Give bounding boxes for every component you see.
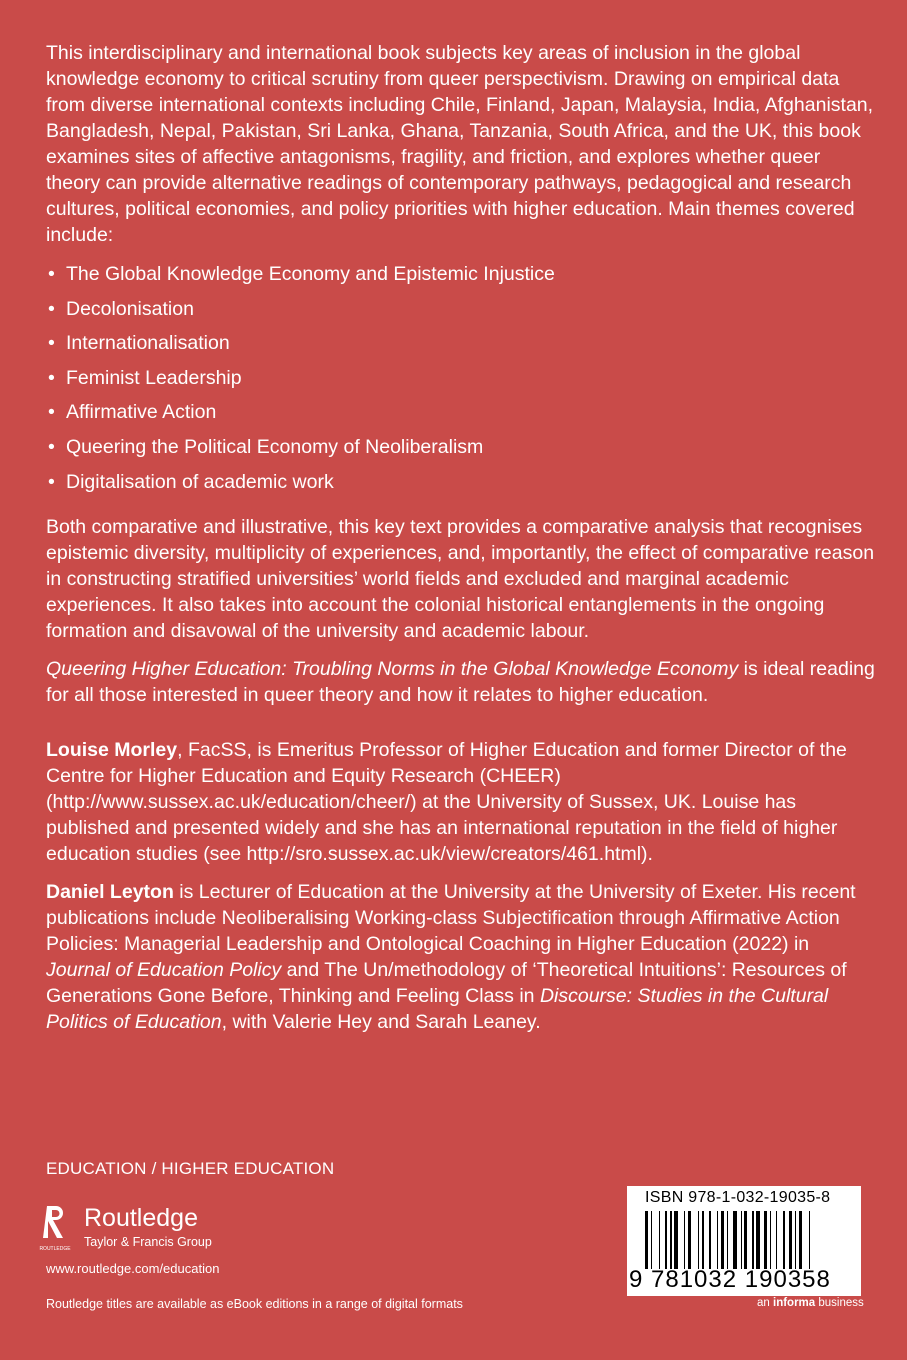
publisher-name: Routledge xyxy=(84,1204,198,1232)
author-name: Daniel Leyton xyxy=(46,881,174,904)
barcode-bar xyxy=(721,1211,724,1269)
audience-paragraph xyxy=(46,656,876,708)
publisher-website[interactable]: www.routledge.com/education xyxy=(46,1261,220,1276)
barcode-bar xyxy=(733,1211,737,1269)
barcode-bar xyxy=(789,1211,792,1269)
author-name: Louise Morley xyxy=(46,739,178,762)
barcode-bar xyxy=(651,1211,652,1269)
barcode-bar xyxy=(752,1211,753,1269)
isbn-digits: 9 781032 190358 xyxy=(629,1266,831,1293)
isbn-barcode xyxy=(627,1186,861,1296)
barcode-bar xyxy=(702,1211,705,1269)
barcode-bar xyxy=(670,1211,671,1269)
list-item: • Queering the Political Economy of Neoliberalism xyxy=(46,434,876,469)
barcode-bar xyxy=(645,1211,648,1269)
barcode-bar xyxy=(756,1211,760,1269)
informa-business-note xyxy=(757,1297,864,1309)
routledge-mark-text: ROUTLEDGE xyxy=(39,1246,71,1252)
barcode-bar xyxy=(727,1211,728,1269)
barcode-bar xyxy=(674,1211,678,1269)
barcode-bar xyxy=(659,1211,660,1269)
author-bio-text: is Lecturer of Education at the University at the University of Exeter. His recent publications include Neoliberalising Working-class Subjectification through Affirmative Action Policies: Managerial Leadership and Ontological Coaching in Higher Education (2022) in xyxy=(46,881,856,956)
list-item: • Decolonisation xyxy=(46,296,876,331)
list-item: • Internationalisation xyxy=(46,330,876,365)
barcode-bar xyxy=(776,1211,777,1269)
informa-prefix: an xyxy=(757,1297,773,1309)
author-bio-morley xyxy=(46,737,876,867)
list-item: • Digitalisation of academic work xyxy=(46,469,876,504)
routledge-logo xyxy=(39,1202,234,1252)
author-bio-leyton xyxy=(46,879,876,1035)
barcode-bar xyxy=(717,1211,718,1269)
barcode-bars xyxy=(645,1211,855,1269)
list-item: • Feminist Leadership xyxy=(46,365,876,400)
isbn-label: ISBN 978-1-032-19035-8 xyxy=(645,1189,831,1206)
audience-text: is ideal reading for all those interested in queer theory and how it relates to higher education. xyxy=(46,658,875,707)
publisher-group: Taylor & Francis Group xyxy=(84,1235,212,1249)
ebook-note: Routledge titles are available as eBook editions in a range of digital formats xyxy=(46,1297,463,1311)
barcode-bar xyxy=(799,1211,802,1269)
barcode-bar xyxy=(809,1211,810,1269)
list-item: • Affirmative Action xyxy=(46,399,876,434)
themes-list xyxy=(46,261,876,503)
barcode-bar xyxy=(684,1211,685,1269)
intro-paragraph: This interdisciplinary and international book subjects key areas of inclusion in the global knowledge economy to critical scrutiny from queer perspectivism. Drawing on empirical data from diverse international contexts including Chile, Finland, Japan, Malaysia, India, Afghanistan, Bangladesh, Nepal, Pakistan, Sri Lanka, Ghana, Tanzania, South Africa, and the UK, this book examines sites of affective antagonisms, fragility, and friction, and explores whether queer theory can provide alternative readings of contemporary pathways, pedagogical and research cultures, political economies, and policy priorities with higher education. Main themes covered include: xyxy=(46,42,874,246)
author-bio-text: , with Valerie Hey and Sarah Leaney. xyxy=(221,1011,541,1034)
journal-title: Discourse: Studies in the Cultural Politics of Education xyxy=(46,985,829,1034)
barcode-bar xyxy=(688,1211,691,1269)
back-cover-text xyxy=(46,40,876,1035)
barcode-bar xyxy=(698,1211,699,1269)
barcode-bar xyxy=(783,1211,784,1269)
author-bio-text: , FacSS, is Emeritus Professor of Higher Education and former Director of the Centre for Higher Education and Equity Research (CHEER) (http://www.sussex.ac.uk/education/cheer/) at the University of Sussex, UK. Louise has published and presented widely and she has an international reputation in the field of higher education studies (see http://sro.sussex.ac.uk/view/creators/461.html). xyxy=(46,739,847,866)
journal-title: Journal of Education Policy xyxy=(46,959,282,982)
barcode-bar xyxy=(709,1211,710,1269)
list-item: • The Global Knowledge Economy and Epistemic Injustice xyxy=(46,261,876,296)
book-title: Queering Higher Education: Troubling Norms in the Global Knowledge Economy xyxy=(46,658,739,681)
barcode-bar xyxy=(770,1211,771,1269)
barcode-bar xyxy=(744,1211,747,1269)
informa-brand: informa xyxy=(773,1297,816,1309)
summary-paragraph: Both comparative and illustrative, this key text provides a comparative analysis that recognises epistemic diversity, multiplicity of experiences, and, importantly, the effect of comparative reason in constructing stratified universities’ world fields and excluded and marginal academic experiences. It also takes into account the colonial historical entanglements in the ongoing formation and disavowal of the university and academic labour. xyxy=(46,516,875,643)
barcode-bar xyxy=(764,1211,767,1269)
barcode-bar xyxy=(741,1211,742,1269)
barcode-bar xyxy=(665,1211,668,1269)
author-bio-text: and The Un/methodology of ‘Theoretical Intuitions’: Resources of Generations Gone Before, Thinking and Feeling Class in xyxy=(46,959,847,1008)
informa-suffix: business xyxy=(815,1297,864,1309)
routledge-r-icon xyxy=(39,1202,71,1252)
barcode-bar xyxy=(795,1211,796,1269)
subject-category: EDUCATION / HIGHER EDUCATION xyxy=(46,1159,335,1178)
